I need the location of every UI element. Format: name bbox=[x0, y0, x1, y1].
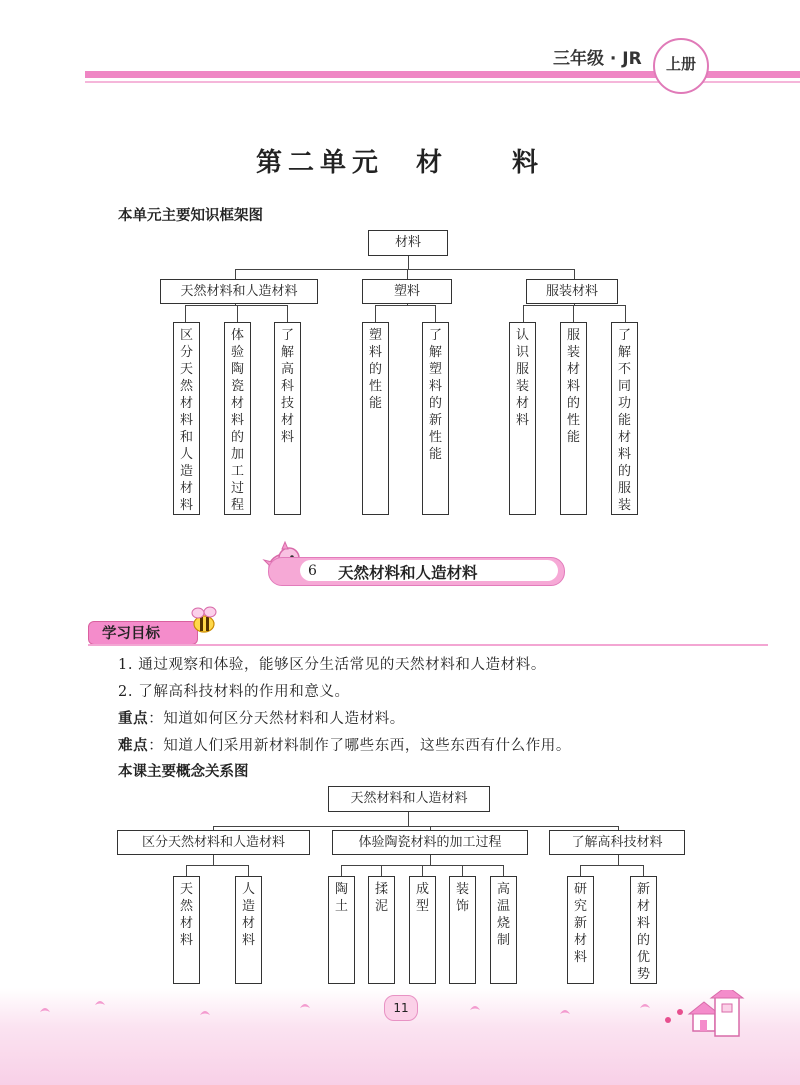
connector bbox=[618, 855, 619, 865]
unit-branch-node: 天然材料和人造材料 bbox=[160, 279, 318, 304]
vertical-label: 研 究 新 材 料 bbox=[573, 882, 587, 965]
connector bbox=[435, 305, 436, 322]
connector bbox=[580, 865, 644, 866]
connector bbox=[408, 812, 409, 826]
concept-leaf-node bbox=[173, 876, 200, 984]
vertical-label: 服 装 材 料 的 性 能 bbox=[566, 328, 580, 445]
connector bbox=[573, 305, 574, 322]
difficult-point-label: 难点 bbox=[118, 738, 149, 754]
connector bbox=[341, 865, 342, 876]
connector bbox=[422, 865, 423, 876]
connector bbox=[185, 305, 186, 322]
vertical-label: 了 解 不 同 功 能 材 料 的 服 装 bbox=[617, 328, 631, 513]
page-number: 11 bbox=[384, 995, 418, 1021]
connector bbox=[381, 865, 382, 876]
unit-map-label: 本单元主要知识框架图 bbox=[118, 208, 263, 224]
unit-leaf-node bbox=[173, 322, 200, 515]
connector bbox=[186, 865, 249, 866]
vertical-label: 体 验 陶 瓷 材 料 的 加 工 过 程 bbox=[230, 328, 244, 513]
difficult-point bbox=[118, 734, 571, 755]
connector bbox=[235, 269, 236, 279]
unit-leaf-node bbox=[509, 322, 536, 515]
connector bbox=[375, 305, 376, 322]
vertical-label: 人 造 材 料 bbox=[241, 882, 255, 948]
connector bbox=[643, 865, 644, 876]
unit-title: 第二单元 材 料 bbox=[255, 148, 544, 178]
vertical-label: 了 解 高 科 技 材 料 bbox=[280, 328, 294, 445]
unit-leaf-node bbox=[611, 322, 638, 515]
connector bbox=[375, 305, 435, 306]
unit-branch-node: 服装材料 bbox=[526, 279, 618, 304]
concept-leaf-node bbox=[567, 876, 594, 984]
concept-leaf-node bbox=[449, 876, 476, 984]
unit-branch-node: 塑料 bbox=[362, 279, 452, 304]
key-point-label: 重点 bbox=[118, 711, 149, 727]
concept-leaf-node bbox=[328, 876, 355, 984]
connector bbox=[237, 305, 238, 322]
key-point-text: ：知道如何区分天然材料和人造材料。 bbox=[148, 711, 405, 727]
vertical-label: 区 分 天 然 材 料 和 人 造 材 料 bbox=[179, 328, 193, 513]
unit-root-node: 材料 bbox=[368, 230, 448, 256]
vertical-label: 成 型 bbox=[415, 882, 429, 914]
unit-leaf-node bbox=[560, 322, 587, 515]
connector bbox=[407, 269, 408, 279]
connector bbox=[430, 855, 431, 865]
bee-icon bbox=[186, 602, 222, 638]
connector bbox=[523, 305, 524, 322]
lesson-title: 天然材料和人造材料 bbox=[338, 564, 478, 582]
connector bbox=[462, 865, 463, 876]
objective-1: 1. 通过观察和体验，能够区分生活常见的天然材料和人造材料。 bbox=[118, 657, 546, 673]
unit-leaf-node bbox=[224, 322, 251, 515]
difficult-point-text: ：知道人们采用新材料制作了哪些东西，这些东西有什么作用。 bbox=[148, 738, 572, 754]
concept-leaf-node bbox=[490, 876, 517, 984]
connector bbox=[408, 256, 409, 269]
unit-leaf-node bbox=[362, 322, 389, 515]
connector bbox=[186, 865, 187, 876]
objectives-rule bbox=[88, 644, 768, 646]
concept-root-node: 天然材料和人造材料 bbox=[328, 786, 490, 812]
objective-2: 2. 了解高科技材料的作用和意义。 bbox=[118, 684, 350, 700]
concept-leaf-node bbox=[368, 876, 395, 984]
connector bbox=[625, 305, 626, 322]
vertical-label: 天 然 材 料 bbox=[179, 882, 193, 948]
connector bbox=[580, 865, 581, 876]
vertical-label: 高 温 烧 制 bbox=[496, 882, 510, 948]
grade-label: 三年级 · JR bbox=[553, 49, 642, 69]
vertical-label: 塑 料 的 性 能 bbox=[368, 328, 382, 411]
lesson-number: 6 bbox=[308, 563, 317, 579]
connector bbox=[235, 269, 575, 270]
volume-badge: 上册 bbox=[653, 38, 709, 94]
connector bbox=[213, 855, 214, 865]
connector bbox=[503, 865, 504, 876]
connector bbox=[287, 305, 288, 322]
house-icon bbox=[689, 990, 743, 1036]
unit-leaf-node bbox=[422, 322, 449, 515]
vertical-label: 了 解 塑 料 的 新 性 能 bbox=[428, 328, 442, 462]
connector bbox=[574, 269, 575, 279]
concept-leaf-node bbox=[630, 876, 657, 984]
concept-leaf-node bbox=[409, 876, 436, 984]
unit-leaf-node bbox=[274, 322, 301, 515]
concept-branch-node: 了解高科技材料 bbox=[549, 830, 685, 855]
vertical-label: 认 识 服 装 材 料 bbox=[515, 328, 529, 428]
connector bbox=[213, 826, 619, 827]
connector bbox=[248, 865, 249, 876]
key-point bbox=[118, 707, 405, 728]
vertical-label: 陶 土 bbox=[334, 882, 348, 914]
concept-branch-node: 区分天然材料和人造材料 bbox=[117, 830, 310, 855]
vertical-label: 装 饰 bbox=[455, 882, 469, 914]
concept-map-label: 本课主要概念关系图 bbox=[118, 764, 249, 780]
concept-leaf-node bbox=[235, 876, 262, 984]
objectives-tab-label: 学习目标 bbox=[102, 626, 160, 642]
concept-branch-node: 体验陶瓷材料的加工过程 bbox=[332, 830, 528, 855]
vertical-label: 揉 泥 bbox=[374, 882, 388, 914]
vertical-label: 新 材 料 的 优 势 bbox=[636, 882, 650, 982]
